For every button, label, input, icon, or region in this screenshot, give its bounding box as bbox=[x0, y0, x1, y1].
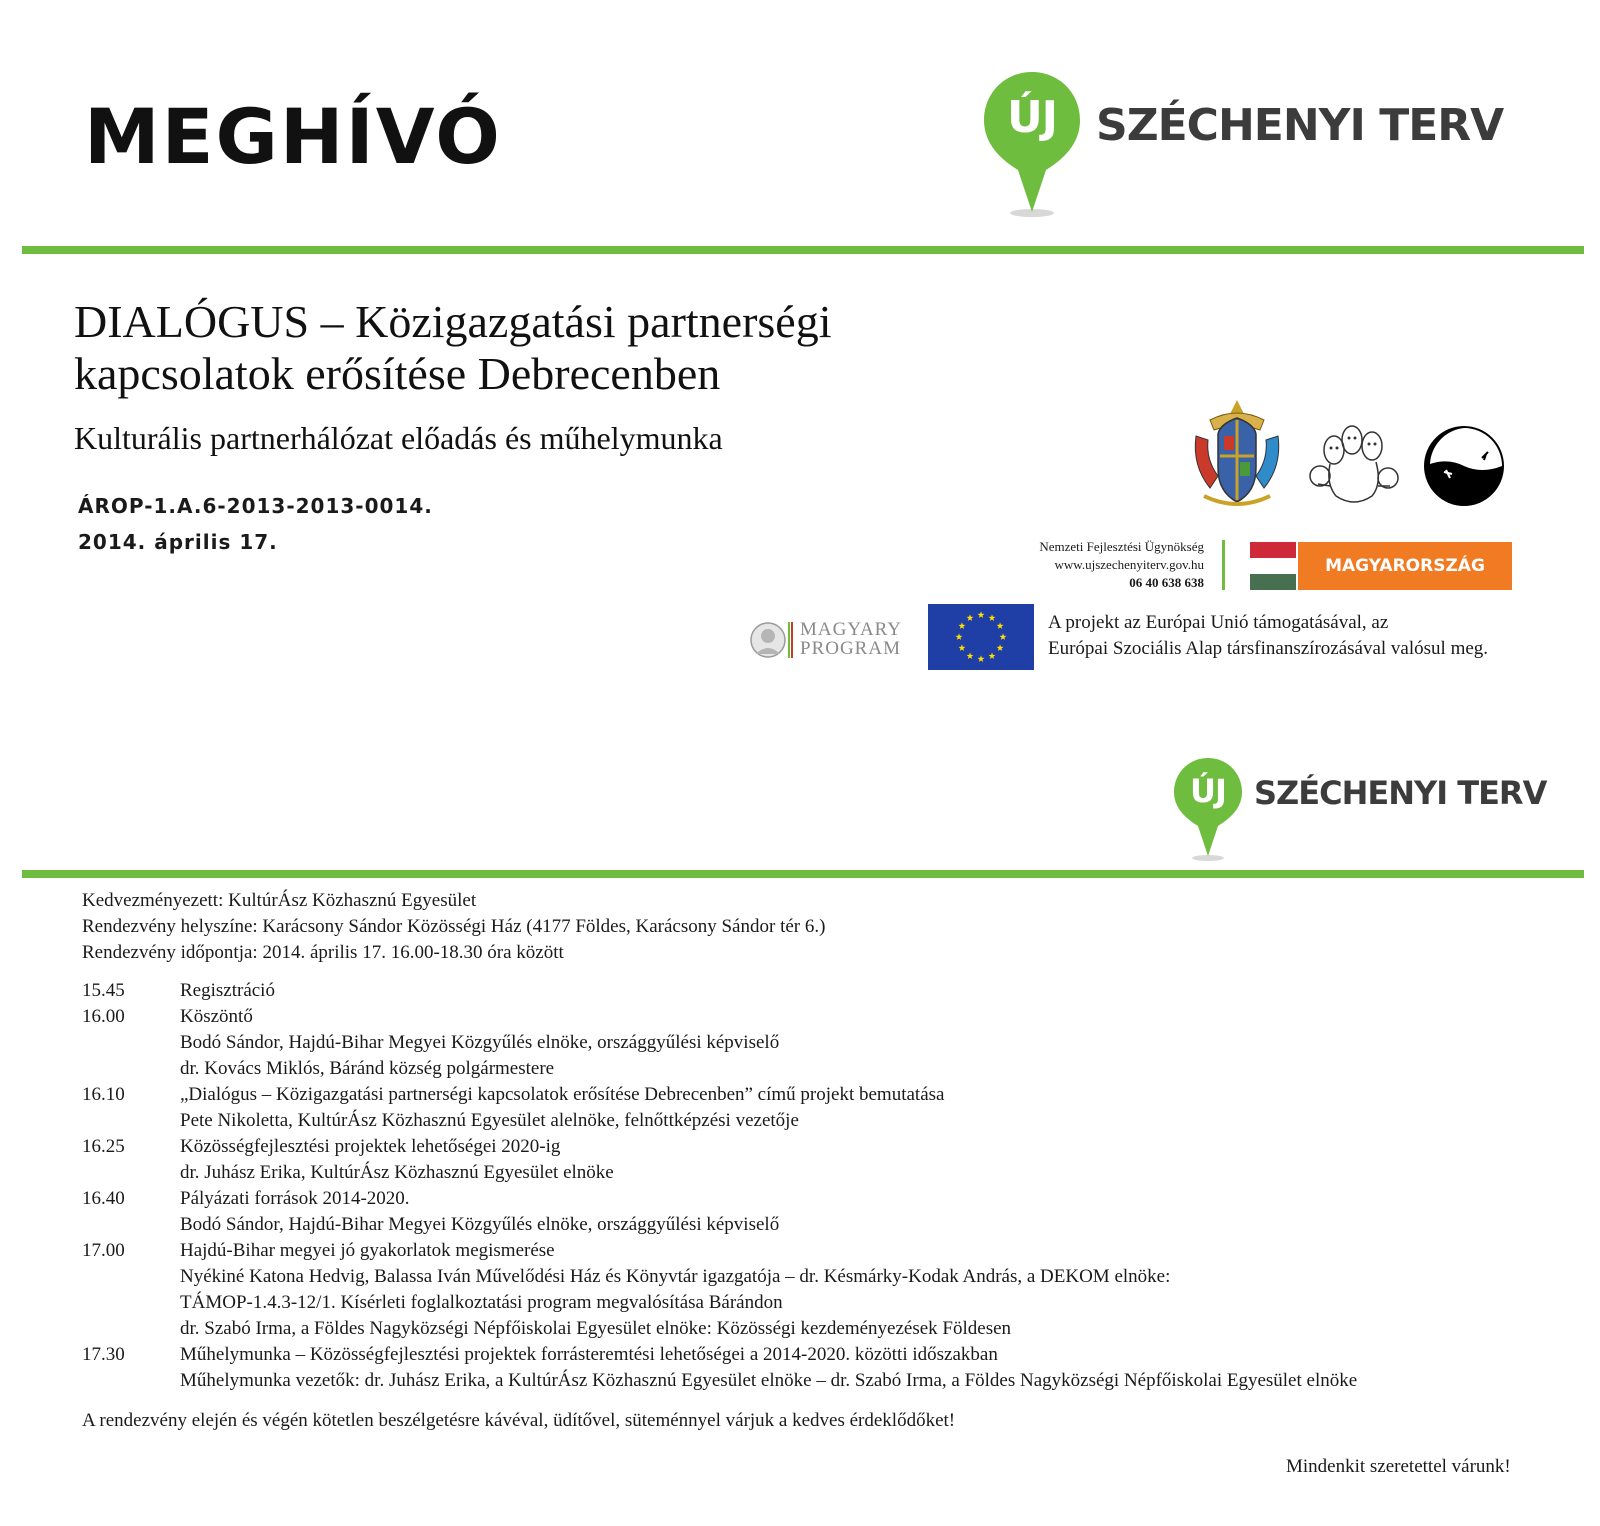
program-time: 16.00 bbox=[82, 1006, 125, 1027]
magyary-line2: PROGRAM bbox=[800, 638, 901, 659]
magyary-divider-red bbox=[791, 622, 793, 658]
sponsor-divider bbox=[1222, 540, 1225, 590]
logo-name: SZÉCHENYI TERV bbox=[1096, 100, 1504, 151]
portrait-icon bbox=[750, 620, 790, 660]
program-speaker: Pete Nikoletta, KultúrÁsz Közhasznú Egyesület alelnöke, felnőttképzési vezetője bbox=[180, 1110, 799, 1131]
magyary-divider bbox=[788, 622, 790, 658]
program-topic: Közösségfejlesztési projektek lehetőségei 2020-ig bbox=[180, 1136, 561, 1157]
szechenyi-terv-logo-bottom bbox=[1174, 756, 1554, 866]
event-date: 2014. április 17. bbox=[78, 530, 278, 554]
szechenyi-terv-logo bbox=[984, 70, 1504, 230]
event-title bbox=[74, 296, 832, 400]
eu-line2: Európai Szociális Alap társfinanszírozásával valósul meg. bbox=[1048, 638, 1489, 659]
program-topic: Pályázati források 2014-2020. bbox=[180, 1188, 410, 1209]
program-speaker: dr. Szabó Irma, a Földes Nagyközségi Népfőiskolai Egyesület elnöke: Közösségi kezdeményezések Földesen bbox=[180, 1318, 1012, 1339]
divider-bottom bbox=[22, 870, 1584, 878]
beneficiary: Kedvezményezett: KultúrÁsz Közhasznú Egyesület bbox=[82, 890, 477, 911]
program-speaker: dr. Kovács Miklós, Báránd község polgármestere bbox=[180, 1058, 555, 1079]
program-speaker: Műhelymunka vezetők: dr. Juhász Erika, a KultúrÁsz Közhasznú Egyesület elnöke – dr. Szabó Irma, a Földes Nagyközségi Népfőiskolai Egyesület elnöke bbox=[180, 1370, 1358, 1391]
nfu-contact bbox=[940, 538, 1204, 592]
children-hand-logo-icon bbox=[1306, 424, 1402, 508]
thanks-text: Mindenkit szeretettel várunk! bbox=[1286, 1456, 1511, 1477]
nfu-phone: 06 40 638 638 bbox=[1129, 575, 1204, 590]
program-topic: „Dialógus – Közigazgatási partnerségi kapcsolatok erősítése Debrecenben” című projekt bemutatása bbox=[180, 1084, 945, 1105]
event-title-line1: DIALÓGUS – Közigazgatási partnerségi bbox=[74, 296, 832, 347]
program-topic: Műhelymunka – Közösségfejlesztési projektek forrásteremtési lehetőségei a 2014-2020. közötti időszakban bbox=[180, 1344, 998, 1365]
nfu-name: Nemzeti Fejlesztési Ügynökség bbox=[1039, 539, 1204, 554]
event-subtitle: Kulturális partnerhálózat előadás és műhelymunka bbox=[74, 420, 723, 456]
magyarorszag-megujul-logo bbox=[1250, 542, 1510, 624]
program-time: 16.40 bbox=[82, 1188, 125, 1209]
eu-flag-icon bbox=[928, 604, 1034, 670]
logo-name: SZÉCHENYI TERV bbox=[1254, 774, 1547, 812]
program-time: 17.00 bbox=[82, 1240, 125, 1261]
nfu-web: www.ujszechenyiterv.gov.hu bbox=[1054, 557, 1204, 572]
logo-pin-text: ÚJ bbox=[1006, 92, 1058, 143]
divider-top bbox=[22, 246, 1584, 254]
program-topic: Hajdú-Bihar megyei jó gyakorlatok megismerése bbox=[180, 1240, 555, 1261]
venue: Rendezvény helyszíne: Karácsony Sándor Közösségi Ház (4177 Földes, Karácsony Sándor tér 6.) bbox=[82, 916, 826, 937]
program-time: 15.45 bbox=[82, 980, 125, 1001]
coat-of-arms-icon bbox=[1190, 396, 1284, 508]
program-time: 16.25 bbox=[82, 1136, 125, 1157]
yin-yang-logo-icon bbox=[1422, 424, 1506, 508]
program-speaker: Nyékiné Katona Hedvig, Balassa Iván Művelődési Ház és Könyvtár igazgatója – dr. Késmárky-Kodak András, a DEKOM elnöke: bbox=[180, 1266, 1171, 1287]
event-title-line2: kapcsolatok erősítése Debrecenben bbox=[74, 348, 721, 399]
page-title: MEGHÍVÓ bbox=[84, 92, 502, 181]
program-time: 16.10 bbox=[82, 1084, 125, 1105]
magyary-line1: MAGYARY bbox=[800, 619, 903, 640]
event-info bbox=[82, 888, 825, 966]
eu-support-text bbox=[1048, 610, 1488, 662]
logo-pin-text: ÚJ bbox=[1190, 772, 1226, 810]
megujul-label: MAGYARORSZÁG MEGÚJUL bbox=[1298, 542, 1512, 590]
project-code: ÁROP-1.A.6-2013-2013-0014. bbox=[78, 494, 433, 518]
program-topic: Regisztráció bbox=[180, 980, 275, 1001]
eu-line1: A projekt az Európai Unió támogatásával, az bbox=[1048, 612, 1389, 633]
program-speaker: Bodó Sándor, Hajdú-Bihar Megyei Közgyűlés elnöke, országgyűlési képviselő bbox=[180, 1214, 780, 1235]
program-speaker: dr. Juhász Erika, KultúrÁsz Közhasznú Egyesület elnöke bbox=[180, 1162, 614, 1183]
program-topic: Köszöntő bbox=[180, 1006, 253, 1027]
program-speaker: Bodó Sándor, Hajdú-Bihar Megyei Közgyűlés elnöke, országgyűlési képviselő bbox=[180, 1032, 780, 1053]
magyary-text bbox=[800, 620, 902, 658]
program-speaker: TÁMOP-1.4.3-12/1. Kísérleti foglalkoztatási program megvalósítása Bárándon bbox=[180, 1292, 783, 1313]
program-time: 17.30 bbox=[82, 1344, 125, 1365]
closing-text: A rendezvény elején és végén kötetlen beszélgetésre kávéval, üdítővel, süteménnyel várjuk a kedves érdeklődőket! bbox=[82, 1410, 956, 1431]
hungarian-flag-icon bbox=[1250, 542, 1296, 590]
event-time: Rendezvény időpontja: 2014. április 17. 16.00-18.30 óra között bbox=[82, 942, 564, 963]
